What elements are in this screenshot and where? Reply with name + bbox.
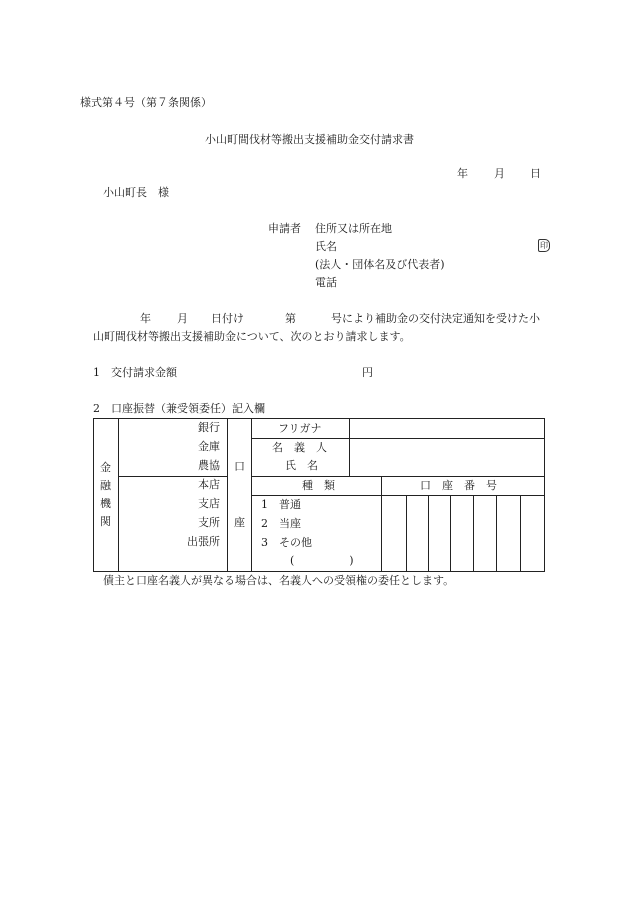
applicant-label: 申請者 <box>268 222 301 235</box>
account-number-header: 口 座 番 号 <box>420 479 497 492</box>
holder-label-line1: 名 義 人 <box>272 441 327 454</box>
amount-unit: 円 <box>362 366 373 379</box>
body-line1-rest: 号により補助金の交付決定通知を受けた小 <box>331 312 540 325</box>
account-section-label: 2 口座振替（兼受領委任）記入欄 <box>93 402 265 415</box>
branch-type-head: 本店 <box>198 478 220 491</box>
form-number: 様式第４号（第７条関係） <box>80 96 212 109</box>
account-type-other-paren: ( ) <box>290 554 354 567</box>
address-label: 住所又は所在地 <box>315 222 392 235</box>
date-day-label: 日 <box>530 167 541 180</box>
branch-type-sub-office: 出張所 <box>187 535 220 548</box>
account-za: 座 <box>234 516 245 529</box>
body-month-label: 月 <box>177 312 188 325</box>
bank-type-bank: 銀行 <box>198 421 220 434</box>
financial-institution-kan: 関 <box>100 515 111 528</box>
seal-mark: 印 <box>540 241 548 250</box>
delegation-note: 債主と口座名義人が異なる場合は、名義人への受領権の委任とします。 <box>103 574 455 587</box>
account-type-ordinary: 1 普通 <box>261 498 301 511</box>
furigana-label: フリガナ <box>278 422 322 435</box>
name-label: 氏名 <box>315 240 337 253</box>
phone-label: 電話 <box>315 276 337 289</box>
date-month-label: 月 <box>494 167 505 180</box>
document-title: 小山町間伐材等搬出支援補助金交付請求書 <box>205 133 414 146</box>
body-line2: 山町間伐材等搬出支援補助金について、次のとおり請求します。 <box>93 330 411 343</box>
financial-institution-kin: 金 <box>100 461 111 474</box>
bank-type-shinkin: 金庫 <box>198 440 220 453</box>
financial-institution-ki: 機 <box>100 497 111 510</box>
account-type-other: 3 その他 <box>261 536 312 549</box>
body-year-label: 年 <box>140 312 151 325</box>
financial-institution-yu: 融 <box>100 479 111 492</box>
bank-type-nokyo: 農協 <box>198 459 220 472</box>
holder-label-line2: 氏 名 <box>285 459 318 472</box>
corporate-note: (法人・団体名及び代表者) <box>315 258 445 271</box>
branch-type-branch: 支店 <box>198 497 220 510</box>
body-dated-label: 日付け <box>211 312 244 325</box>
body-no-prefix: 第 <box>285 312 296 325</box>
date-year-label: 年 <box>457 167 468 180</box>
request-amount-label: 1 交付請求金額 <box>93 366 177 379</box>
account-type-current: 2 当座 <box>261 517 301 530</box>
account-kuchi: 口 <box>234 460 245 473</box>
branch-type-office: 支所 <box>198 516 220 529</box>
account-type-header: 種 類 <box>302 479 335 492</box>
addressee: 小山町長 様 <box>103 186 169 199</box>
